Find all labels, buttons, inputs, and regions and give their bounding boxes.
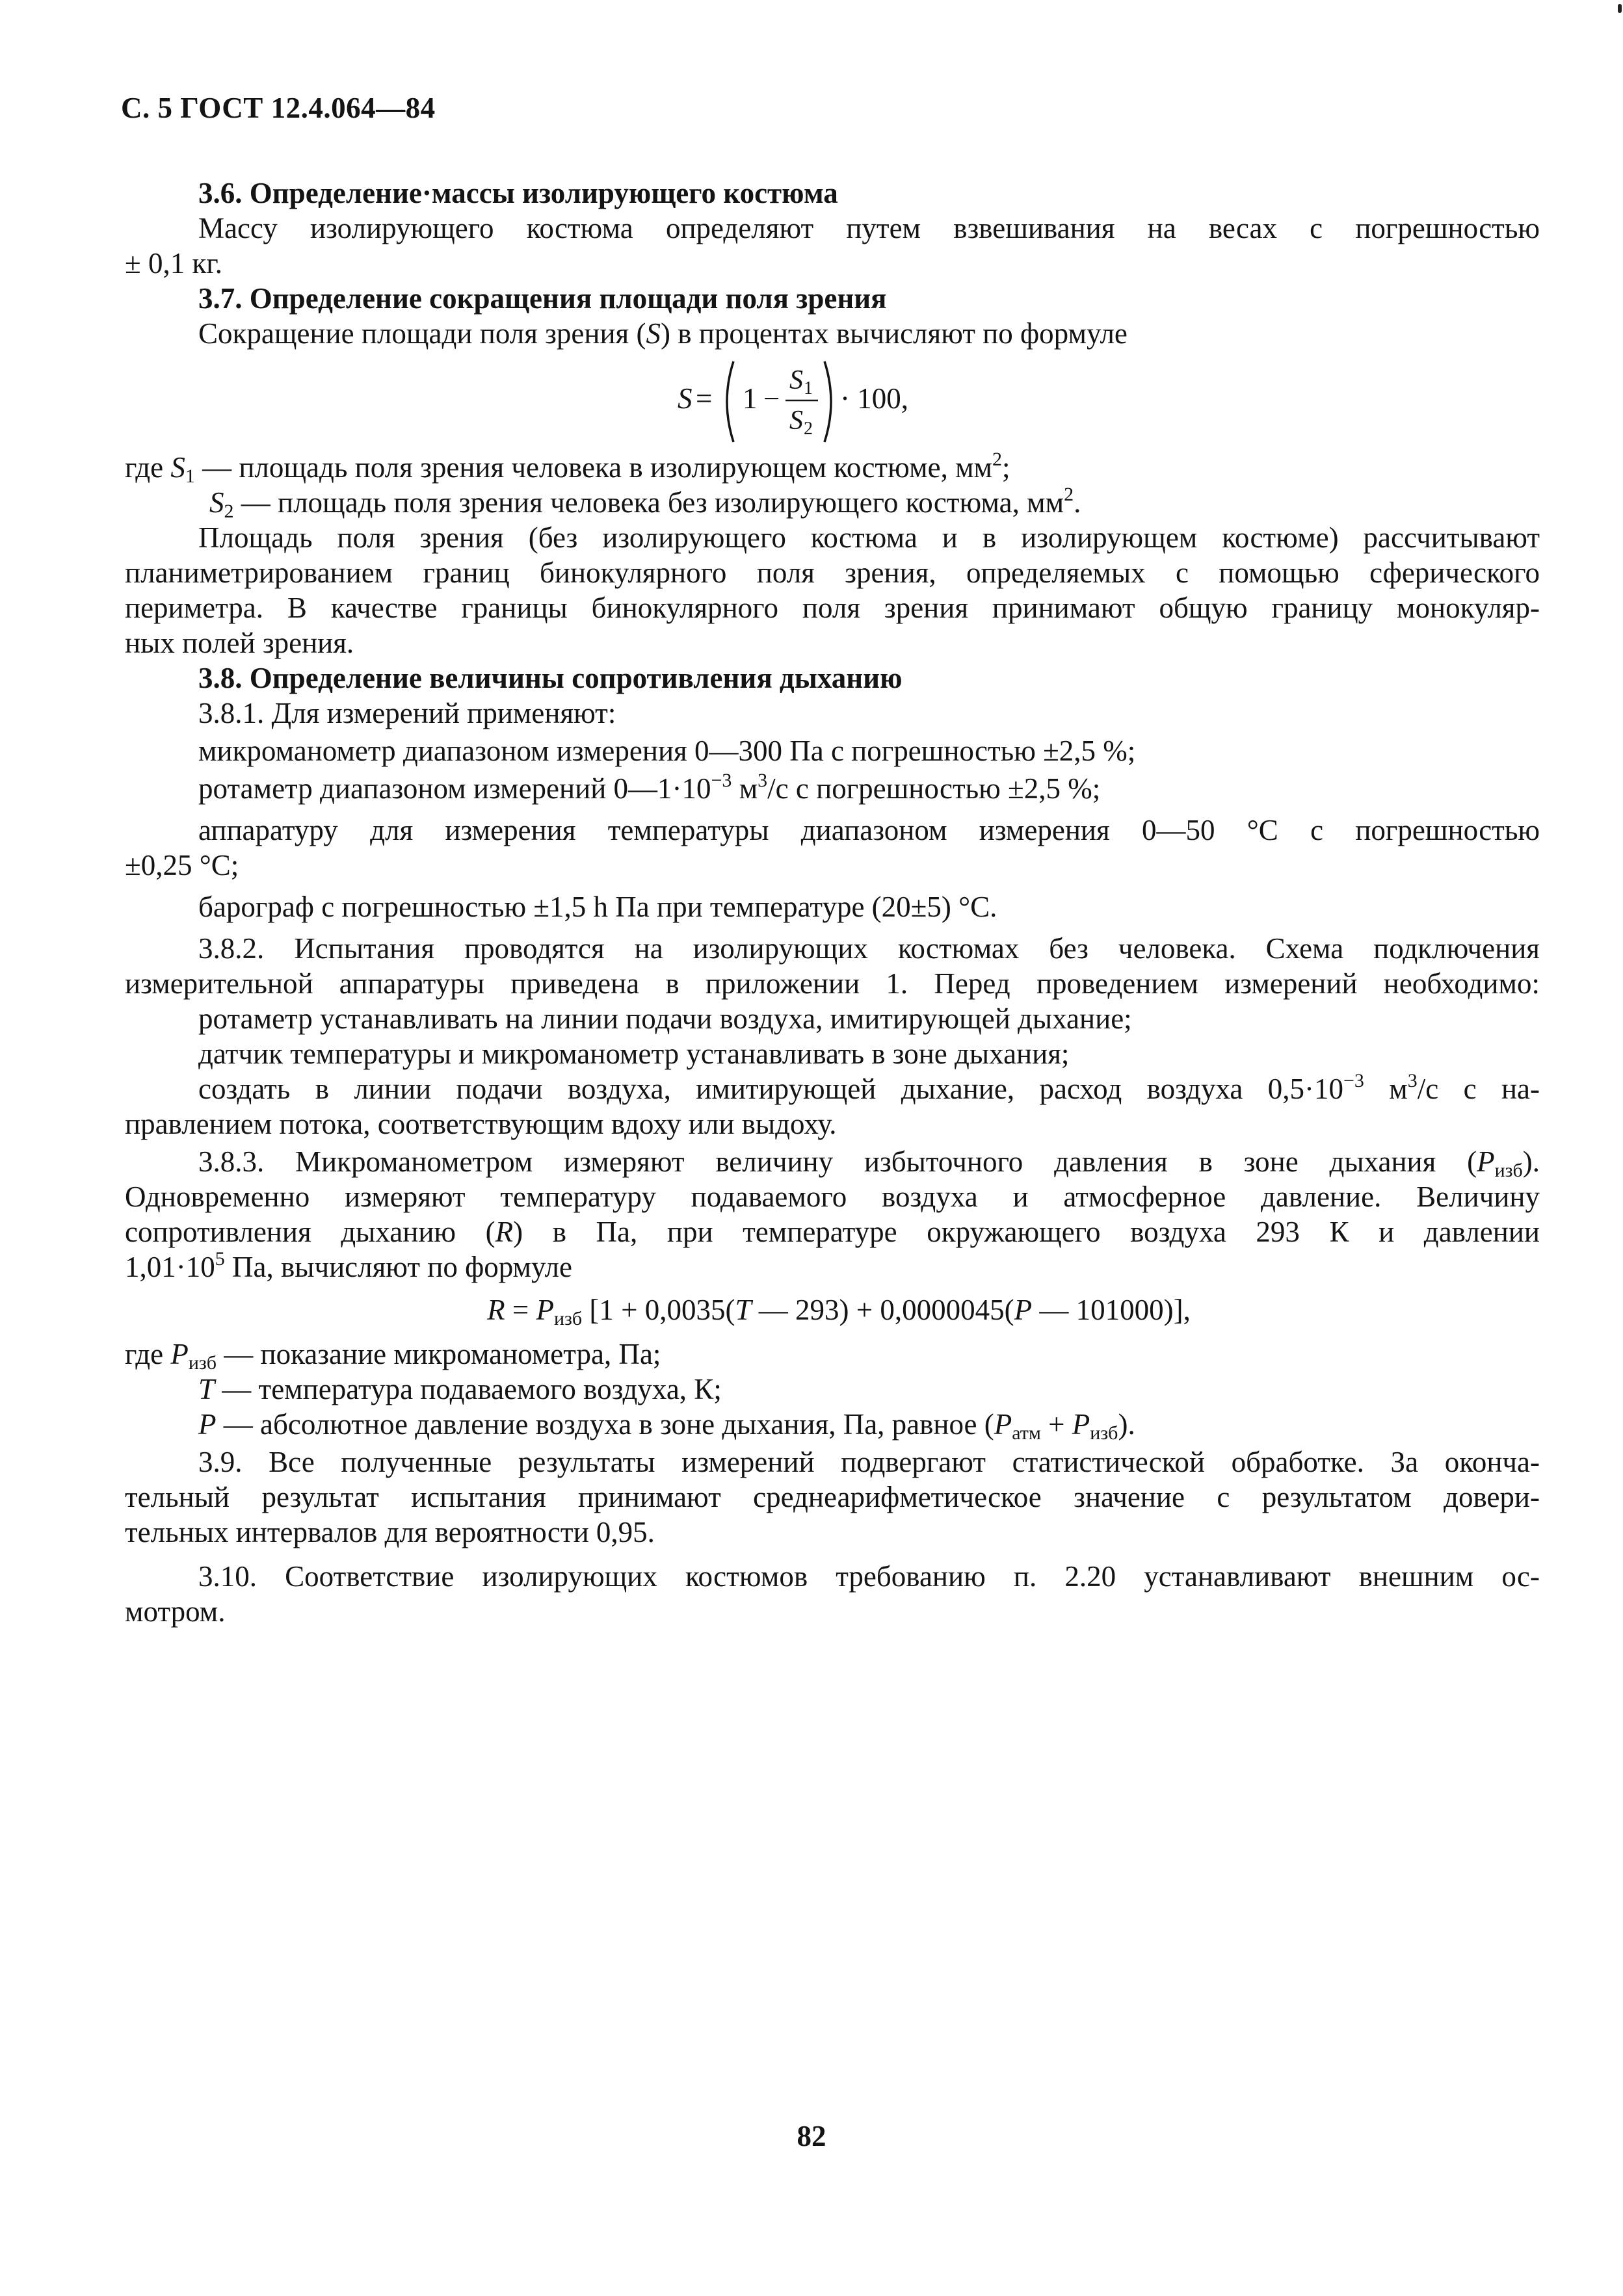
text-line: измерительной аппаратуры приведена в приложении 1. Перед проведением измерений необходимо: bbox=[125, 967, 1540, 1000]
text-line: 3.10. Соответствие изолирующих костюмов требованию п. 2.20 устанавливают внешним ос- bbox=[198, 1560, 1540, 1593]
list-item: датчик температуры и микроманометр устанавливать в зоне дыхания; bbox=[198, 1037, 1070, 1070]
svg-text:−: − bbox=[763, 382, 780, 415]
text-line: ных полей зрения. bbox=[125, 627, 354, 659]
list-item: барограф с погрешностью ±1,5 h Па при температуре (20±5) °С. bbox=[198, 891, 997, 923]
where-p-izb: где $P_{изб}$ — показание микроманометра, Па; bbox=[125, 1338, 661, 1374]
list-item: создать в линии подачи воздуха, имитирующей дыхание, расход воздуха $0,5\cdot 10^{-3}$ $м^3/с$ с на- bbox=[198, 1070, 1540, 1105]
page-number: 82 bbox=[797, 2120, 826, 2152]
where-s2: $S_2$ — площадь поля зрения человека без изолирующего костюма, $мм^2$. bbox=[209, 484, 1081, 522]
text-line: правлением потока, соответствующим вдоху или выдоху. bbox=[125, 1108, 837, 1140]
svg-text:2: 2 bbox=[804, 419, 813, 439]
text-line: $1,01\cdot 10^5$ Па, вычисляют по формуле bbox=[125, 1248, 572, 1283]
text-line: тельный результат испытания принимают среднеарифметическое значение с результатом довери- bbox=[125, 1481, 1540, 1513]
svg-text:=: = bbox=[696, 382, 713, 415]
section-3-7-heading: 3.7. Определение сокращения площади поля зрения bbox=[198, 282, 887, 315]
svg-text:S: S bbox=[678, 382, 693, 415]
list-item: ротаметр устанавливать на линии подачи воздуха, имитирующей дыхание; bbox=[198, 1002, 1132, 1035]
formula-s-graphic bbox=[678, 356, 951, 447]
where-p: P — абсолютное давление воздуха в зоне дыхания, Па, равное $(P_{атм} + P_{изб})$. bbox=[198, 1408, 1135, 1444]
text-line: 3.9. Все полученные результаты измерений подвергают статистической обработке. За оконча- bbox=[198, 1446, 1540, 1478]
list-item: аппаратуру для измерения температуры диапазоном измерения 0—50 °С с погрешностью bbox=[198, 814, 1540, 846]
text-line: планиметрированием границ бинокулярного поля зрения, определяемых с помощью сферического bbox=[125, 556, 1540, 589]
text-line: 3.8.1. Для измерений применяют: bbox=[198, 697, 616, 729]
svg-text:S: S bbox=[789, 365, 803, 395]
section-3-6-heading: 3.6. Определение·массы изолирующего костюма bbox=[198, 177, 838, 209]
text-line: ±0,25 °С; bbox=[125, 849, 239, 881]
where-s1: где $S_1$ — площадь поля зрения человека в изолирующем костюме, $мм^2$; bbox=[125, 449, 1010, 487]
text-line: периметра. В качестве границы бинокулярного поля зрения принимают общую границу монокуляр- bbox=[125, 592, 1540, 624]
svg-text:S: S bbox=[789, 406, 803, 436]
list-item: микроманометр диапазоном измерения 0—300 Па с погрешностью ±2,5 %; bbox=[198, 735, 1136, 767]
text-line: Площадь поля зрения (без изолирующего костюма и в изолирующем костюме) рассчитывают bbox=[198, 521, 1540, 554]
text-line: тельных интервалов для вероятности 0,95. bbox=[125, 1516, 655, 1548]
text-line: 3.8.2. Испытания проводятся на изолирующих костюмах без человека. Схема подключения bbox=[198, 932, 1540, 965]
text-line: Массу изолирующего костюма определяют путем взвешивания на весах с погрешностью bbox=[198, 212, 1540, 244]
formula-s bbox=[125, 351, 1540, 450]
text-line: мотром. bbox=[125, 1595, 226, 1628]
svg-text:· 100,: · 100, bbox=[840, 382, 908, 415]
scan-mark bbox=[1618, 4, 1622, 13]
svg-text:1: 1 bbox=[804, 378, 813, 398]
page-header: С. 5 ГОСТ 12.4.064—84 bbox=[121, 92, 436, 124]
list-item: ротаметр диапазоном измерений $0—1\cdot 10^{-3}$ $м^3/с$ с погрешностью ±2,5 %; bbox=[198, 770, 1101, 805]
text-line: ± 0,1 кг. bbox=[125, 247, 222, 280]
section-3-8-heading: 3.8. Определение величины сопротивления дыханию bbox=[198, 662, 903, 694]
text-line: 3.8.3. Микроманометром измеряют величину избыточного давления в зоне дыхания $(P_{изб})$. bbox=[198, 1145, 1540, 1181]
where-t: T — температура подаваемого воздуха, К; bbox=[198, 1373, 722, 1405]
text-line: Одновременно измеряют температуру подаваемого воздуха и атмосферное давление. Величину bbox=[125, 1181, 1540, 1213]
svg-text:1: 1 bbox=[743, 382, 758, 415]
text-line: Сокращение площади поля зрения (S) в процентах вычисляют по формуле bbox=[198, 317, 1128, 350]
text-line: сопротивления дыханию (R) в Па, при температуре окружающего воздуха 293 К и давлении bbox=[125, 1216, 1540, 1248]
formula-r: $R = P_{изб}$ [1 + 0,0035(T — 293) + 0,0000045(P — 101000)], bbox=[487, 1294, 1191, 1329]
document-body bbox=[125, 176, 1540, 1629]
